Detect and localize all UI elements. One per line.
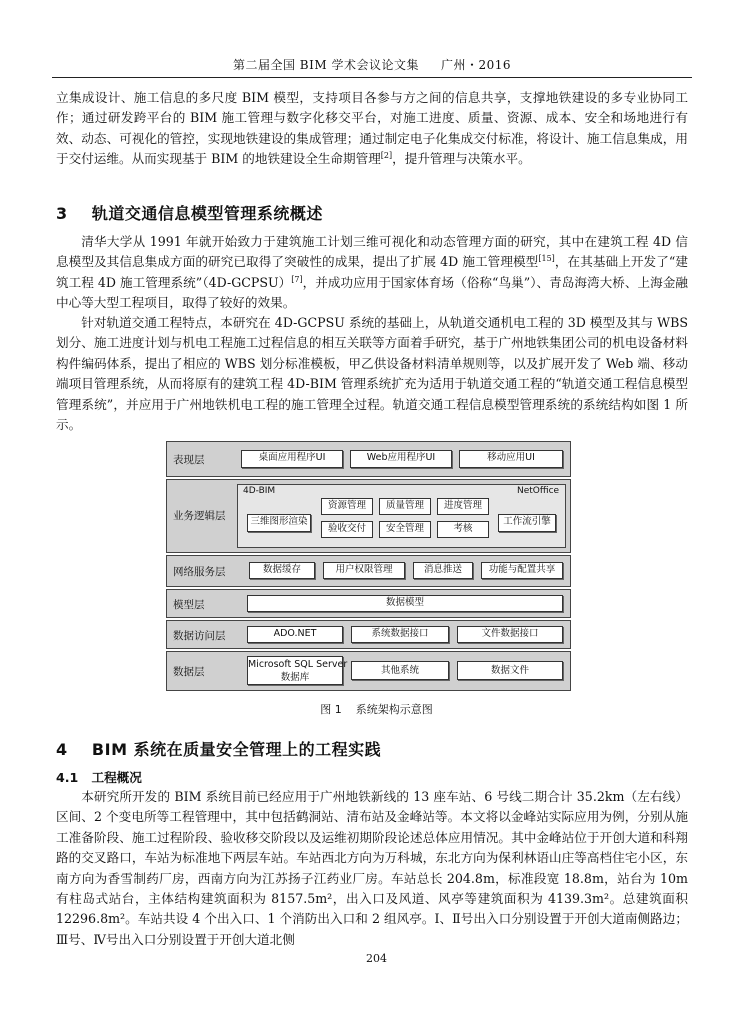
- s3p1-text-c: ，并成功应用于国家体育场（俗称“鸟巢”）、青岛海湾大桥、上海金融中心等大型工程项目，取得了较好的效果。: [56, 274, 688, 311]
- figure-caption: [0, 701, 753, 717]
- box-data-model: 数据模型: [247, 595, 563, 612]
- box-web-ui: Web应用程序UI: [350, 450, 452, 468]
- s3p1-text-a: 清华大学从 1991 年就开始致力于建筑施工计划三维可视化和动态管理方面的研究，其中在建筑工程 4D 信息模型及其信息集成方面的研究已取得了突破性的成果，提出了扩展 4D 施工管理模型: [56, 234, 688, 270]
- page-number: 204: [366, 952, 387, 965]
- box-3d-rendering: 三维图形渲染: [247, 514, 311, 532]
- box-user-permission: 用户权限管理: [323, 562, 405, 579]
- layer-access: [166, 620, 571, 649]
- layer-model-label: 模型层: [173, 599, 205, 611]
- intro-text: 立集成设计、施工信息的多尺度 BIM 模型，支持项目各参与方之间的信息共享，支撑地铁建设的多专业协同工作；通过研发跨平台的 BIM 施工管理与数字化移交平台，对施工进度、质量、资源、成本、安全和场地进行有效、动态、可视化的管控，实现地铁建设的集成管理；通过制定电子化集成交付标准，将设计、施工信息集成，用于交付运维。从而实现基于 BIM 的地铁建设全生命期管理: [56, 90, 688, 167]
- intro-paragraph: [56, 88, 688, 170]
- layer-network-label: 网络服务层: [173, 566, 226, 578]
- subsection-4-1-heading: [56, 767, 142, 786]
- tag-netoffice: NetOffice: [517, 486, 560, 496]
- box-quality-mgmt: 质量管理: [379, 498, 431, 515]
- s3p1-citation-1: [15]: [538, 254, 555, 264]
- layer-data: [166, 651, 571, 691]
- layer-presentation: [166, 441, 571, 477]
- box-message-push: 消息推送: [413, 562, 473, 579]
- box-mobile-ui: 移动应用UI: [459, 450, 563, 468]
- header-location: 广州・2016: [440, 58, 512, 72]
- layer-presentation-label: 表现层: [173, 454, 205, 466]
- layer-business: [166, 479, 571, 553]
- section-3-title: 轨道交通信息模型管理系统概述: [91, 204, 323, 223]
- box-acceptance: 验收交付: [321, 521, 373, 538]
- box-workflow-engine: 工作流引擎: [498, 514, 556, 532]
- box-ado-net: ADO.NET: [247, 626, 343, 643]
- architecture-diagram: [166, 441, 571, 693]
- layer-access-label: 数据访问层: [173, 630, 226, 642]
- section-3-heading: [56, 201, 323, 224]
- caption-text: 系统架构示意图: [355, 703, 433, 716]
- layer-data-label: 数据层: [173, 666, 205, 678]
- box-resource-mgmt: 资源管理: [321, 498, 373, 515]
- intro-tail: ，提升管理与决策水平。: [392, 151, 531, 167]
- caption-number: 图 1: [320, 703, 342, 716]
- section-4-heading: [56, 737, 381, 760]
- tag-4d-bim: 4D-BIM: [243, 486, 276, 496]
- header-title: 第二届全国 BIM 学术会议论文集: [232, 58, 419, 72]
- subsection-4-1-title: 工程概况: [91, 770, 142, 785]
- intro-citation: [2]: [380, 151, 393, 161]
- layer-network: [166, 555, 571, 587]
- box-schedule-mgmt: 进度管理: [437, 498, 489, 515]
- box-desktop-ui: 桌面应用程序UI: [241, 450, 343, 468]
- box-assessment: 考核: [437, 521, 489, 538]
- section-3-number: 3: [56, 204, 68, 223]
- section-4-paragraph-1: 本研究所开发的 BIM 系统目前已经应用于广州地铁新线的 13 座车站、6 号线二期合计 35.2km（左右线）区间、2 个变电所等工程管理中，其中包括鹤洞站、清布站及金峰站等。本文将以金峰站实际应用为例，分别从施工准备阶段、施工过程阶段、验收移交阶段以及运维初期阶段论述总体应用情况。其中金峰站位于开创大道和科翔路的交叉路口，车站为标准地下两层车站。车站西北方向为万科城，东北方向为保利林语山庄等高档住宅小区，东南方向为香雪制药厂房，西南方向为江苏扬子江药业厂房。车站总长 204.8m，标准段宽 18.8m，站台为 10m 有柱岛式站台，主体结构建筑面积为 8157.5m²，出入口及风道、风亭等建筑面积为 4139.3m²。总建筑面积 12296.8m²。车站共设 4 个出入口、1 个消防出入口和 2 组风亭。Ⅰ、Ⅱ号出入口分别设置于开创大道南侧路边；Ⅲ号、Ⅳ号出入口分别设置于开创大道北侧: [56, 789, 688, 947]
- box-other-systems: 其他系统: [351, 661, 449, 680]
- s3p1-text-b: ，在其基础上开发了“建筑工程 4D 施工管理系统”（4D-GCPSU）: [56, 254, 688, 290]
- box-data-cache: 数据缓存: [249, 562, 315, 579]
- box-config-share: 功能与配置共享: [481, 562, 563, 579]
- section-4-title: BIM 系统在质量安全管理上的工程实践: [91, 740, 382, 759]
- s3p1-citation-2: [7]: [291, 274, 303, 284]
- section-4-number: 4: [56, 740, 68, 759]
- sql-server-line-2: 数据库: [280, 672, 310, 683]
- layer-business-label: 业务逻辑层: [173, 510, 226, 522]
- section-3-paragraph-2: 针对轨道交通工程特点，本研究在 4D-GCPSU 系统的基础上，从轨道交通机电工程的 3D 模型及其与 WBS 划分、施工进度计划与机电工程施工过程信息的相互关联等方面着手研究，基于广州地铁集团公司的机电设备材料构件编码体系，提出了相应的 WBS 划分标准模板，甲乙供设备材料清单规则等，以及扩展开发了 Web 端、移动端项目管理系统，从而将原有的建筑工程 4D-BIM 管理系统扩充为适用于轨道交通工程的“轨道交通工程信息模型管理系统”，并应用于广州地铁机电工程的施工管理全过程。轨道交通工程信息模型管理系统的系统结构如图 1 所示。: [56, 315, 688, 433]
- layer-model: [166, 589, 571, 618]
- box-data-files: 数据文件: [457, 661, 563, 680]
- section-3-paragraph-1: [56, 232, 688, 314]
- box-safety-mgmt: 安全管理: [379, 521, 431, 538]
- subsection-4-1-number: 4.1: [56, 770, 79, 785]
- box-file-interface: 文件数据接口: [457, 626, 563, 643]
- running-header: [52, 56, 692, 78]
- box-system-interface: 系统数据接口: [351, 626, 449, 643]
- box-sql-server: [247, 656, 348, 685]
- sql-server-line-1: Microsoft SQL Server: [248, 659, 348, 670]
